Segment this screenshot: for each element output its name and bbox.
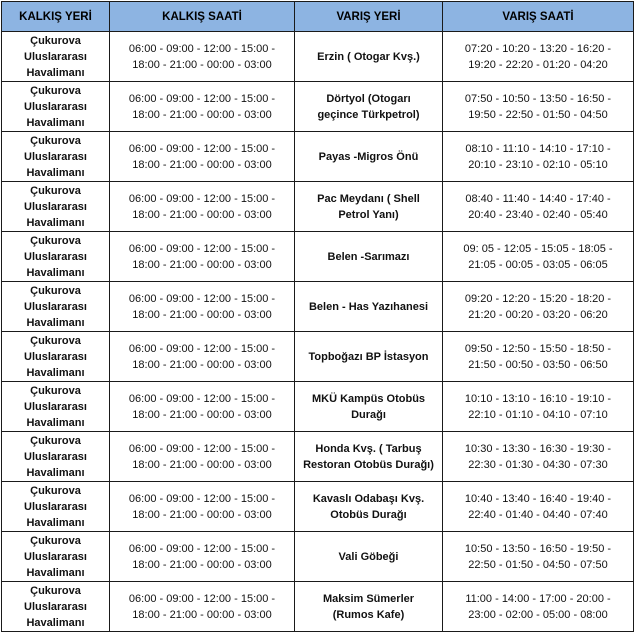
destination-cell — [295, 432, 443, 482]
arrival-times-line: 10:40 - 13:40 - 16:40 - 19:40 - — [464, 492, 612, 505]
departure-times-line: 06:00 - 09:00 - 12:00 - 15:00 - — [128, 492, 276, 505]
arrival-times-cell — [443, 132, 634, 182]
arrival-times-cell — [443, 532, 634, 582]
origin-cell: Çukurova Uluslararası Havalimanı — [2, 232, 110, 282]
departure-times-cell — [110, 82, 295, 132]
table-row — [2, 82, 634, 132]
destination-line: (Rumos Kafe) — [332, 608, 405, 621]
destination-cell — [295, 382, 443, 432]
departure-times-line: 18:00 - 21:00 - 00:00 - 03:00 — [132, 58, 272, 71]
arrival-times-line: 09:20 - 12:20 - 15:20 - 18:20 - — [464, 292, 612, 305]
departure-times-line: 18:00 - 21:00 - 00:00 - 03:00 — [132, 508, 272, 521]
arrival-times-cell — [443, 482, 634, 532]
departure-times-line: 18:00 - 21:00 - 00:00 - 03:00 — [132, 358, 272, 371]
destination-line: Payas -Migros Önü — [318, 150, 419, 163]
arrival-times-line: 20:40 - 23:40 - 02:40 - 05:40 — [468, 208, 608, 221]
arrival-times-line: 08:40 - 11:40 - 14:40 - 17:40 - — [465, 192, 611, 205]
departure-times-cell — [110, 532, 295, 582]
arrival-times-line: 09: 05 - 12:05 - 15:05 - 18:05 - — [463, 242, 613, 255]
departure-times-cell — [110, 232, 295, 282]
origin-cell: Çukurova Uluslararası Havalimanı — [2, 382, 110, 432]
departure-times-line: 18:00 - 21:00 - 00:00 - 03:00 — [132, 308, 272, 321]
origin-cell: Çukurova Uluslararası Havalimanı — [2, 82, 110, 132]
departure-times-line: 06:00 - 09:00 - 12:00 - 15:00 - — [128, 442, 276, 455]
destination-cell — [295, 332, 443, 382]
origin-cell: Çukurova Uluslararası Havalimanı — [2, 482, 110, 532]
header-departure-time: KALKIŞ SAATİ — [110, 2, 295, 32]
arrival-times-line: 22:10 - 01:10 - 04:10 - 07:10 — [468, 408, 608, 421]
header-departure-place: KALKIŞ YERİ — [2, 2, 110, 32]
origin-cell: Çukurova Uluslararası Havalimanı — [2, 582, 110, 632]
table-row — [2, 332, 634, 382]
arrival-times-cell — [443, 382, 634, 432]
arrival-times-line: 10:30 - 13:30 - 16:30 - 19:30 - — [464, 442, 612, 455]
origin-cell: Çukurova Uluslararası Havalimanı — [2, 432, 110, 482]
departure-times-cell — [110, 482, 295, 532]
destination-cell — [295, 232, 443, 282]
departure-times-line: 06:00 - 09:00 - 12:00 - 15:00 - — [128, 92, 276, 105]
departure-times-line: 06:00 - 09:00 - 12:00 - 15:00 - — [128, 142, 276, 155]
destination-line: Restoran Otobüs Durağı) — [303, 458, 434, 471]
arrival-times-line: 21:20 - 00:20 - 03:20 - 06:20 — [468, 308, 608, 321]
destination-line: Otobüs Durağı — [330, 508, 407, 521]
arrival-times-line: 08:10 - 11:10 - 14:10 - 17:10 - — [465, 142, 611, 155]
destination-cell — [295, 32, 443, 82]
destination-line: Kavaslı Odabaşı Kvş. — [312, 492, 425, 505]
departure-times-cell — [110, 382, 295, 432]
departure-times-cell — [110, 582, 295, 632]
arrival-times-cell — [443, 32, 634, 82]
header-row — [2, 2, 634, 32]
origin-cell: Çukurova Uluslararası Havalimanı — [2, 32, 110, 82]
arrival-times-cell — [443, 232, 634, 282]
arrival-times-line: 19:20 - 22:20 - 01:20 - 04:20 — [468, 58, 608, 71]
departure-times-line: 06:00 - 09:00 - 12:00 - 15:00 - — [128, 342, 276, 355]
destination-line: Maksim Sümerler — [322, 592, 415, 605]
departure-times-line: 18:00 - 21:00 - 00:00 - 03:00 — [132, 258, 272, 271]
departure-times-line: 18:00 - 21:00 - 00:00 - 03:00 — [132, 558, 272, 571]
table-row — [2, 532, 634, 582]
destination-line: Vali Göbeği — [338, 550, 399, 563]
departure-times-cell — [110, 332, 295, 382]
destination-line: MKÜ Kampüs Otobüs — [311, 392, 426, 405]
table-body — [2, 32, 634, 632]
departure-times-line: 18:00 - 21:00 - 00:00 - 03:00 — [132, 608, 272, 621]
arrival-times-line: 07:50 - 10:50 - 13:50 - 16:50 - — [464, 92, 612, 105]
destination-line: Belen -Sarımazı — [327, 250, 410, 263]
arrival-times-line: 22:50 - 01:50 - 04:50 - 07:50 — [468, 558, 608, 571]
departure-times-line: 06:00 - 09:00 - 12:00 - 15:00 - — [128, 542, 276, 555]
table-row — [2, 32, 634, 82]
departure-times-cell — [110, 132, 295, 182]
destination-line: geçince Türkpetrol) — [317, 108, 420, 121]
origin-cell: Çukurova Uluslararası Havalimanı — [2, 532, 110, 582]
arrival-times-line: 07:20 - 10:20 - 13:20 - 16:20 - — [464, 42, 612, 55]
destination-cell — [295, 282, 443, 332]
departure-times-cell — [110, 32, 295, 82]
destination-cell — [295, 132, 443, 182]
departure-times-line: 18:00 - 21:00 - 00:00 - 03:00 — [132, 458, 272, 471]
arrival-times-line: 10:50 - 13:50 - 16:50 - 19:50 - — [464, 542, 612, 555]
arrival-times-cell — [443, 432, 634, 482]
origin-cell: Çukurova Uluslararası Havalimanı — [2, 332, 110, 382]
table-row — [2, 182, 634, 232]
arrival-times-cell — [443, 182, 634, 232]
destination-line: Petrol Yanı) — [338, 208, 399, 221]
arrival-times-line: 23:00 - 02:00 - 05:00 - 08:00 — [468, 608, 608, 621]
departure-times-line: 06:00 - 09:00 - 12:00 - 15:00 - — [128, 392, 276, 405]
table-header — [2, 2, 634, 32]
departure-times-line: 18:00 - 21:00 - 00:00 - 03:00 — [132, 158, 272, 171]
destination-cell — [295, 582, 443, 632]
destination-line: Erzin ( Otogar Kvş.) — [317, 50, 420, 63]
table-row — [2, 482, 634, 532]
header-arrival-place: VARIŞ YERİ — [295, 2, 443, 32]
departure-times-line: 06:00 - 09:00 - 12:00 - 15:00 - — [128, 292, 276, 305]
arrival-times-line: 21:50 - 00:50 - 03:50 - 06:50 — [468, 358, 608, 371]
arrival-times-cell — [443, 332, 634, 382]
departure-times-line: 06:00 - 09:00 - 12:00 - 15:00 - — [128, 242, 276, 255]
origin-cell: Çukurova Uluslararası Havalimanı — [2, 182, 110, 232]
departure-times-cell — [110, 182, 295, 232]
destination-line: Topboğazı BP İstasyon — [308, 350, 429, 363]
table-row — [2, 132, 634, 182]
arrival-times-cell — [443, 282, 634, 332]
destination-cell — [295, 532, 443, 582]
arrival-times-cell — [443, 582, 634, 632]
origin-cell: Çukurova Uluslararası Havalimanı — [2, 132, 110, 182]
departure-times-line: 06:00 - 09:00 - 12:00 - 15:00 - — [128, 592, 276, 605]
departure-times-line: 18:00 - 21:00 - 00:00 - 03:00 — [132, 408, 272, 421]
origin-cell: Çukurova Uluslararası Havalimanı — [2, 282, 110, 332]
header-arrival-time: VARIŞ SAATİ — [443, 2, 634, 32]
arrival-times-line: 22:40 - 01:40 - 04:40 - 07:40 — [468, 508, 608, 521]
table-row — [2, 232, 634, 282]
arrival-times-line: 19:50 - 22:50 - 01:50 - 04:50 — [468, 108, 608, 121]
departure-times-line: 18:00 - 21:00 - 00:00 - 03:00 — [132, 108, 272, 121]
arrival-times-line: 21:05 - 00:05 - 03:05 - 06:05 — [468, 258, 608, 271]
destination-line: Durağı — [351, 408, 386, 421]
departure-times-cell — [110, 282, 295, 332]
destination-line: Dörtyol (Otogarı — [326, 92, 411, 105]
table-row — [2, 282, 634, 332]
departure-times-line: 18:00 - 21:00 - 00:00 - 03:00 — [132, 208, 272, 221]
arrival-times-line: 22:30 - 01:30 - 04:30 - 07:30 — [468, 458, 608, 471]
table-row — [2, 582, 634, 632]
destination-line: Pac Meydanı ( Shell — [317, 192, 420, 205]
destination-cell — [295, 182, 443, 232]
destination-cell — [295, 482, 443, 532]
arrival-times-line: 11:00 - 14:00 - 17:00 - 20:00 - — [465, 592, 611, 605]
departure-times-cell — [110, 432, 295, 482]
departure-times-line: 06:00 - 09:00 - 12:00 - 15:00 - — [128, 42, 276, 55]
destination-line: Belen - Has Yazıhanesi — [308, 300, 429, 313]
destination-line: Honda Kvş. ( Tarbuş — [315, 442, 422, 455]
table-row — [2, 382, 634, 432]
arrival-times-line: 09:50 - 12:50 - 15:50 - 18:50 - — [464, 342, 612, 355]
table-row — [2, 432, 634, 482]
arrival-times-line: 20:10 - 23:10 - 02:10 - 05:10 — [468, 158, 608, 171]
destination-cell — [295, 82, 443, 132]
arrival-times-line: 10:10 - 13:10 - 16:10 - 19:10 - — [464, 392, 612, 405]
schedule-table — [1, 1, 634, 632]
arrival-times-cell — [443, 82, 634, 132]
departure-times-line: 06:00 - 09:00 - 12:00 - 15:00 - — [128, 192, 276, 205]
